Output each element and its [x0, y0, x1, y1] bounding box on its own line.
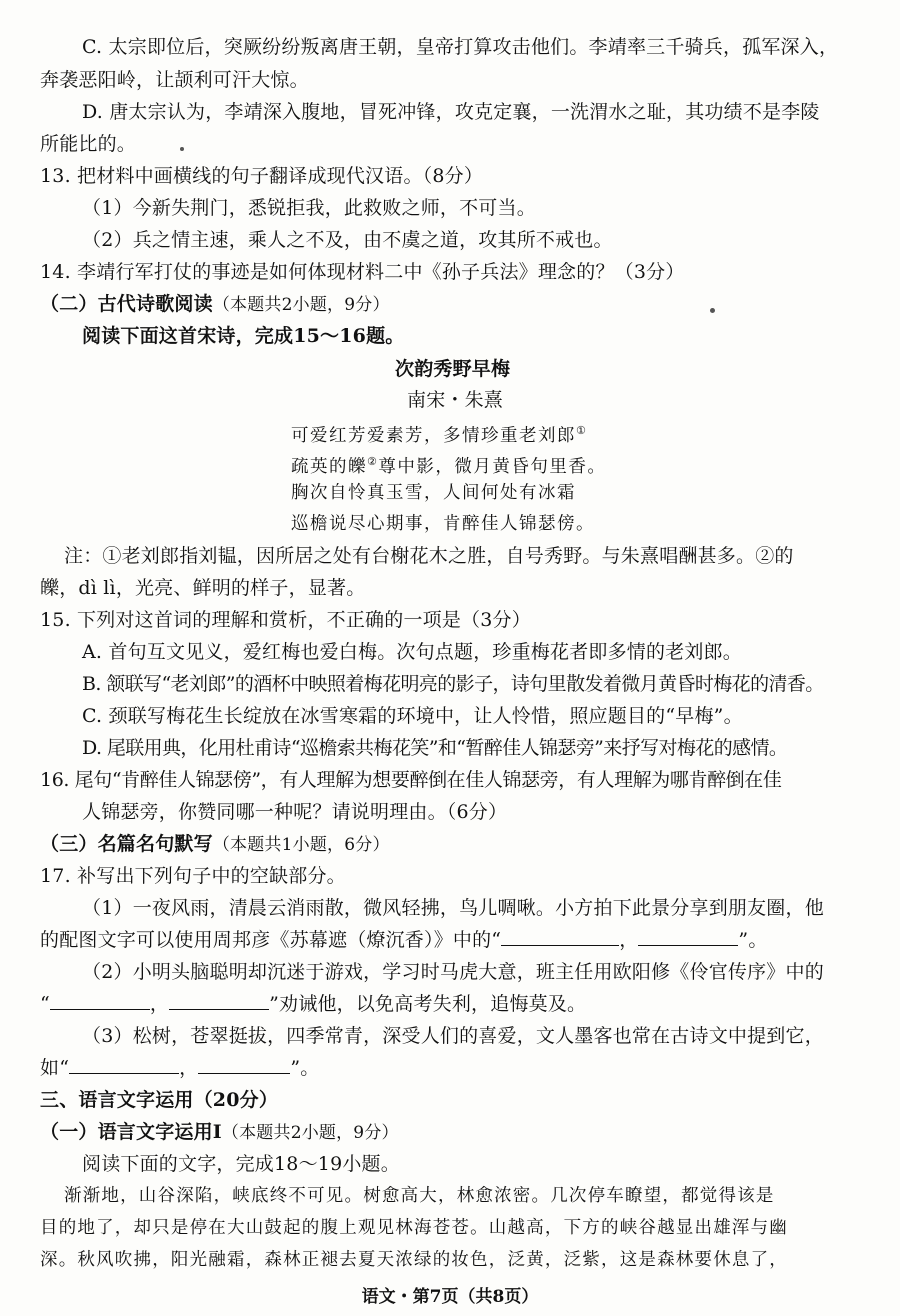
- q17-2-open: “: [40, 993, 50, 1015]
- poem-line-2: [291, 449, 606, 480]
- page-footer: 语文・第7页（共8页）: [361, 1287, 539, 1307]
- part-three-heading: 三、语言文字运用（20分）: [40, 1089, 279, 1111]
- q17-2-blank-1[interactable]: [50, 991, 150, 1010]
- q17-3-comma: ，: [179, 1057, 199, 1079]
- q12-option-d-line1: D. 唐太宗认为，李靖深入腹地，冒死冲锋，攻克定襄，一洗渭水之耻，其功绩不是李陵: [82, 101, 820, 123]
- note-marker-1: ①: [576, 424, 588, 437]
- note-marker-2: ②: [367, 455, 379, 468]
- poem-title: 次韵秀野早梅: [395, 358, 511, 380]
- q17-2-suffix: ”劝诫他，以免高考失利，追悔莫及。: [269, 993, 587, 1015]
- scan-speck: [710, 308, 715, 313]
- question-15-option-a: A. 首句互文见义，爱红梅也爱白梅。次句点题，珍重梅花者即多情的老刘郎。: [82, 641, 743, 663]
- section-3-title: （三）名篇名句默写: [40, 833, 213, 855]
- question-15-option-d: D. 尾联用典，化用杜甫诗“巡檐索共梅花笑”和“暂醉佳人锦瑟旁”来抒写对梅花的感情。: [82, 737, 788, 759]
- poem-line-1-text: 可爱红芳爱素芳，多情珍重老刘郎: [291, 425, 576, 446]
- question-13-part2: （2）兵之情主速，乘人之不及，由不虞之道，攻其所不戒也。: [82, 229, 613, 251]
- poem-line-2-text-a: 疏英的皪: [291, 456, 367, 477]
- subsection-1-note: （本题共2小题，9分）: [221, 1123, 399, 1143]
- question-17-part1-line2: [40, 927, 768, 953]
- question-17-part2-line1: （2）小明头脑聪明却沉迷于游戏，学习时马虎大意，班主任用欧阳修《伶官传序》中的: [82, 961, 824, 983]
- q17-3-close: ”。: [290, 1057, 320, 1079]
- section-3-heading: [40, 831, 390, 858]
- q17-1-blank-1[interactable]: [501, 927, 619, 946]
- poem-note-line2: 皪，dì lì，光亮、鲜明的样子，显著。: [40, 577, 366, 599]
- passage-line3: 深。秋风吹拂，阳光融霜，森林正褪去夏天浓绿的妆色，泛黄，泛紫，这是森林要休息了，: [40, 1250, 788, 1270]
- section-2-heading: [40, 291, 390, 318]
- q17-3-prefix: 如“: [40, 1057, 70, 1079]
- scan-speck: [180, 147, 184, 151]
- q17-2-comma: ，: [149, 993, 170, 1015]
- q12-option-c-line1: C. 太宗即位后，突厥纷纷叛离唐王朝，皇帝打算攻击他们。李靖率三千骑兵，孤军深入，: [82, 36, 839, 58]
- question-14: 14. 李靖行军打仗的事迹是如何体现材料二中《孙子兵法》理念的？（3分）: [40, 261, 685, 283]
- question-17: 17. 补写出下列句子中的空缺部分。: [40, 865, 346, 887]
- section-3-note: （本题共1小题，6分）: [212, 835, 390, 855]
- section-2-title: （二）古代诗歌阅读: [40, 293, 213, 315]
- subsection-1-heading: [40, 1119, 399, 1146]
- question-13: 13. 把材料中画横线的句子翻译成现代汉语。（8分）: [40, 165, 484, 187]
- poem-line-3: 胸次自怜真玉雪，人间何处有冰霜: [291, 483, 576, 503]
- q12-option-d-line2: 所能比的。: [40, 133, 137, 155]
- q12-option-c-line2: 奔袭恶阳岭，让颉利可汗大惊。: [40, 69, 309, 91]
- poem-line-4: 巡檐说尽心期事，肯醉佳人锦瑟傍。: [291, 514, 595, 534]
- passage-line1: 渐渐地，山谷深陷，峡底终不可见。树愈高大，林愈浓密。几次停车瞭望，都觉得该是: [64, 1186, 775, 1206]
- question-17-part3-line2: [40, 1055, 319, 1081]
- question-17-part1-line1: （1）一夜风雨，清晨云消雨散，微风轻拂，鸟儿啁啾。小方拍下此景分享到朋友圈，他: [82, 897, 824, 919]
- subsection-1-title: （一）语言文字运用Ⅰ: [40, 1121, 222, 1143]
- question-16-line1: 16. 尾句“肯醉佳人锦瑟傍”，有人理解为想要醉倒在佳人锦瑟旁，有人理解为哪肯醉倒在佳: [40, 769, 782, 791]
- question-17-part2-line2: [40, 991, 586, 1017]
- q17-3-blank-2[interactable]: [198, 1055, 290, 1074]
- q17-1-prefix: 的配图文字可以使用周邦彦《苏幕遮（燎沉香）》中的“: [40, 929, 502, 951]
- question-17-part3-line1: （3）松树，苍翠挺拔，四季常青，深受人们的喜爱，文人墨客也常在古诗文中提到它，: [82, 1025, 824, 1047]
- section-2-note: （本题共2小题，9分）: [212, 295, 390, 315]
- question-15: 15. 下列对这首词的理解和赏析，不正确的一项是（3分）: [40, 609, 531, 631]
- question-16-line2: 人锦瑟旁，你赞同哪一种呢？请说明理由。（6分）: [82, 801, 508, 823]
- q17-1-comma: ，: [619, 929, 639, 951]
- subsection-1-instruction: 阅读下面的文字，完成18～19小题。: [82, 1153, 400, 1175]
- q17-3-blank-1[interactable]: [69, 1055, 179, 1074]
- poem-note-line1: 注：①老刘郎指刘韫，因所居之处有台榭花木之胜，自号秀野。与朱熹唱酬甚多。②的: [64, 545, 794, 567]
- passage-line2: 目的地了，却只是停在大山鼓起的腹上观见林海苍苍。山越高，下方的峡谷越显出雄浑与幽: [40, 1218, 788, 1238]
- q17-1-blank-2[interactable]: [638, 927, 738, 946]
- poem-line-1: [291, 418, 587, 449]
- question-15-option-c: C. 颈联写梅花生长绽放在冰雪寒霜的环境中，让人怜惜，照应题目的“早梅”。: [82, 705, 743, 727]
- q17-2-blank-2[interactable]: [169, 991, 269, 1010]
- question-13-part1: （1）今新失荆门，悉锐拒我，此救败之师，不可当。: [82, 197, 536, 219]
- poem-line-2-text-b: 尊中影，微月黄昏句里香。: [378, 456, 607, 477]
- question-15-option-b: B. 颔联写“老刘郎”的酒杯中映照着梅花明亮的影子，诗句里散发着微月黄昏时梅花的清香。: [82, 673, 824, 695]
- poem-author: 南宋・朱熹: [407, 389, 504, 411]
- section-2-instruction: 阅读下面这首宋诗，完成15～16题。: [82, 325, 405, 347]
- q17-1-close: ”。: [738, 929, 768, 951]
